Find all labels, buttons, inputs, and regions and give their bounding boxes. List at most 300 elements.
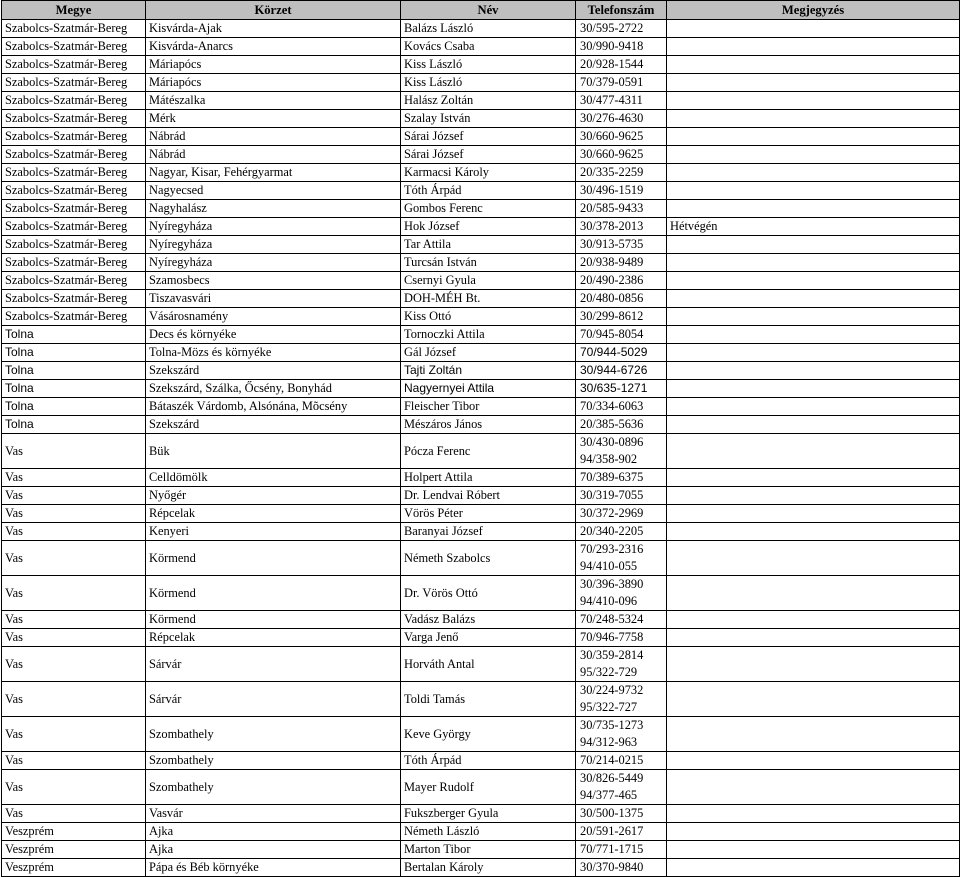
nev-cell: Mészáros János <box>401 416 576 434</box>
telefonszam-cell <box>576 770 667 805</box>
megjegyzes-cell <box>667 38 960 56</box>
megjegyzes-cell <box>667 326 960 344</box>
phone-number: 30/372-2969 <box>580 506 644 520</box>
megjegyzes-cell <box>667 647 960 682</box>
korzet-cell: Kisvárda-Anarcs <box>146 38 401 56</box>
korzet-cell: Mérk <box>146 110 401 128</box>
table-row <box>2 576 960 611</box>
nev-cell: Varga Jenő <box>401 629 576 647</box>
nev-cell: Németh Szabolcs <box>401 541 576 576</box>
table-row <box>2 164 960 182</box>
phone-number: 30/913-5735 <box>580 237 644 251</box>
nev-cell: Turcsán István <box>401 254 576 272</box>
korzet-cell: Nyíregyháza <box>146 236 401 254</box>
phone-number: 70/946-7758 <box>580 630 644 644</box>
table-row <box>2 128 960 146</box>
nev-cell: Marton Tibor <box>401 841 576 859</box>
megye-cell: Szabolcs-Szatmár-Bereg <box>2 128 146 146</box>
telefonszam-cell <box>576 682 667 717</box>
phone-number: 95/322-729 <box>580 665 638 679</box>
telefonszam-cell <box>576 611 667 629</box>
korzet-cell: Répcelak <box>146 629 401 647</box>
megye-cell: Vas <box>2 576 146 611</box>
phone-number: 30/299-8612 <box>580 309 644 323</box>
table-row <box>2 505 960 523</box>
korzet-cell: Bátaszék Várdomb, Alsónána, Mõcsény <box>146 398 401 416</box>
nev-cell: Szalay István <box>401 110 576 128</box>
telefonszam-cell <box>576 362 667 380</box>
megjegyzes-cell <box>667 805 960 823</box>
megye-cell: Veszprém <box>2 823 146 841</box>
phone-number: 70/248-5324 <box>580 612 644 626</box>
nev-cell: Tóth Árpád <box>401 752 576 770</box>
megjegyzes-cell <box>667 523 960 541</box>
telefonszam-cell <box>576 416 667 434</box>
korzet-cell: Ajka <box>146 823 401 841</box>
megjegyzes-cell <box>667 200 960 218</box>
megye-cell: Szabolcs-Szatmár-Bereg <box>2 290 146 308</box>
phone-number: 30/496-1519 <box>580 183 644 197</box>
korzet-cell: Szombathely <box>146 770 401 805</box>
table-row <box>2 805 960 823</box>
nev-cell: Kiss Ottó <box>401 308 576 326</box>
korzet-cell: Nyőgér <box>146 487 401 505</box>
megye-cell: Szabolcs-Szatmár-Bereg <box>2 200 146 218</box>
megjegyzes-cell <box>667 236 960 254</box>
korzet-cell: Decs és környéke <box>146 326 401 344</box>
megye-cell: Vas <box>2 469 146 487</box>
korzet-cell: Bük <box>146 434 401 469</box>
megye-cell: Szabolcs-Szatmár-Bereg <box>2 74 146 92</box>
korzet-cell: Szekszárd <box>146 416 401 434</box>
header-megye: Megye <box>2 1 146 20</box>
korzet-cell: Sárvár <box>146 682 401 717</box>
nev-cell: Tar Attila <box>401 236 576 254</box>
nev-cell: Gál József <box>401 344 576 362</box>
megye-cell: Szabolcs-Szatmár-Bereg <box>2 254 146 272</box>
nev-cell: Kiss László <box>401 74 576 92</box>
table-row <box>2 362 960 380</box>
nev-cell: Karmacsi Károly <box>401 164 576 182</box>
phone-number: 30/660-9625 <box>580 129 644 143</box>
nev-cell: Keve György <box>401 717 576 752</box>
phone-number: 20/490-2386 <box>580 273 644 287</box>
megjegyzes-cell <box>667 362 960 380</box>
nev-cell: Bertalan Károly <box>401 859 576 877</box>
phone-number: 30/500-1375 <box>580 806 644 820</box>
nev-cell: Kovács Csaba <box>401 38 576 56</box>
phone-number: 30/660-9625 <box>580 147 644 161</box>
megjegyzes-cell <box>667 859 960 877</box>
phone-number: 30/396-3890 <box>580 577 644 591</box>
telefonszam-cell <box>576 629 667 647</box>
korzet-cell: Nagyecsed <box>146 182 401 200</box>
telefonszam-cell <box>576 576 667 611</box>
table-row <box>2 290 960 308</box>
korzet-cell: Nábrád <box>146 128 401 146</box>
phone-number: 30/477-4311 <box>580 93 643 107</box>
phone-number: 30/378-2013 <box>580 219 644 233</box>
megye-cell: Vas <box>2 647 146 682</box>
megjegyzes-cell <box>667 841 960 859</box>
telefonszam-cell <box>576 164 667 182</box>
telefonszam-cell <box>576 859 667 877</box>
korzet-cell: Máriapócs <box>146 56 401 74</box>
telefonszam-cell <box>576 74 667 92</box>
megjegyzes-cell <box>667 469 960 487</box>
megye-cell: Tolna <box>2 380 146 398</box>
korzet-cell: Szombathely <box>146 717 401 752</box>
megjegyzes-cell: Hétvégén <box>667 218 960 236</box>
phone-number: 94/358-902 <box>580 452 638 466</box>
table-row <box>2 541 960 576</box>
nev-cell: Sárai József <box>401 128 576 146</box>
table-row <box>2 308 960 326</box>
megye-cell: Szabolcs-Szatmár-Bereg <box>2 92 146 110</box>
nev-cell: Tajti Zoltán <box>401 362 576 380</box>
table-row <box>2 20 960 38</box>
table-row <box>2 236 960 254</box>
korzet-cell: Mátészalka <box>146 92 401 110</box>
phone-number: 20/591-2617 <box>580 824 644 838</box>
phone-number: 70/334-6063 <box>580 399 644 413</box>
megye-cell: Tolna <box>2 326 146 344</box>
telefonszam-cell <box>576 128 667 146</box>
phone-number: 94/410-055 <box>580 559 638 573</box>
table-row <box>2 487 960 505</box>
phone-number: 94/312-963 <box>580 735 638 749</box>
megye-cell: Vas <box>2 717 146 752</box>
megye-cell: Vas <box>2 770 146 805</box>
megjegyzes-cell <box>667 344 960 362</box>
table-row <box>2 326 960 344</box>
telefonszam-cell <box>576 38 667 56</box>
telefonszam-cell <box>576 647 667 682</box>
table-row <box>2 647 960 682</box>
korzet-cell: Celldömölk <box>146 469 401 487</box>
megye-cell: Vas <box>2 611 146 629</box>
megye-cell: Vas <box>2 434 146 469</box>
phone-number: 30/826-5449 <box>580 771 644 785</box>
megjegyzes-cell <box>667 20 960 38</box>
telefonszam-cell <box>576 523 667 541</box>
phone-number: 30/224-9732 <box>580 683 644 697</box>
megye-cell: Tolna <box>2 416 146 434</box>
megye-cell: Vas <box>2 629 146 647</box>
megye-cell: Szabolcs-Szatmár-Bereg <box>2 146 146 164</box>
megjegyzes-cell <box>667 629 960 647</box>
telefonszam-cell <box>576 218 667 236</box>
korzet-cell: Pápa és Béb környéke <box>146 859 401 877</box>
korzet-cell: Nyíregyháza <box>146 218 401 236</box>
phone-number: 94/410-096 <box>580 594 638 608</box>
megjegyzes-cell <box>667 164 960 182</box>
phone-number: 30/430-0896 <box>580 435 644 449</box>
megye-cell: Vas <box>2 487 146 505</box>
nev-cell: Fukszberger Gyula <box>401 805 576 823</box>
korzet-cell: Szombathely <box>146 752 401 770</box>
telefonszam-cell <box>576 841 667 859</box>
nev-cell: Tóth Árpád <box>401 182 576 200</box>
korzet-cell: Körmend <box>146 576 401 611</box>
table-row <box>2 469 960 487</box>
nev-cell: Németh László <box>401 823 576 841</box>
header-korzet: Körzet <box>146 1 401 20</box>
megjegyzes-cell <box>667 272 960 290</box>
nev-cell: Csernyi Gyula <box>401 272 576 290</box>
phone-number: 30/276-4630 <box>580 111 644 125</box>
phone-number: 94/377-465 <box>580 788 638 802</box>
table-row <box>2 272 960 290</box>
korzet-cell: Nagyar, Kisar, Fehérgyarmat <box>146 164 401 182</box>
megye-cell: Szabolcs-Szatmár-Bereg <box>2 218 146 236</box>
phone-number: 20/340-2205 <box>580 524 644 538</box>
table-row <box>2 841 960 859</box>
korzet-cell: Szamosbecs <box>146 272 401 290</box>
table-row <box>2 380 960 398</box>
nev-cell: Hok József <box>401 218 576 236</box>
korzet-cell: Szekszárd <box>146 362 401 380</box>
phone-number: 70/771-1715 <box>580 842 644 856</box>
telefonszam-cell <box>576 272 667 290</box>
nev-cell: Vadász Balázs <box>401 611 576 629</box>
phone-number: 95/322-727 <box>580 700 638 714</box>
header-nev: Név <box>401 1 576 20</box>
megjegyzes-cell <box>667 308 960 326</box>
table-row <box>2 629 960 647</box>
megye-cell: Vas <box>2 523 146 541</box>
telefonszam-cell <box>576 752 667 770</box>
korzet-cell: Kenyeri <box>146 523 401 541</box>
phone-number: 20/585-9433 <box>580 201 644 215</box>
megye-cell: Tolna <box>2 344 146 362</box>
megye-cell: Vas <box>2 505 146 523</box>
megye-cell: Veszprém <box>2 841 146 859</box>
korzet-cell: Tiszavasvári <box>146 290 401 308</box>
nev-cell: Nagyernyei Attila <box>401 380 576 398</box>
nev-cell: Mayer Rudolf <box>401 770 576 805</box>
korzet-cell: Nyíregyháza <box>146 254 401 272</box>
megye-cell: Vas <box>2 541 146 576</box>
megjegyzes-cell <box>667 110 960 128</box>
table-row <box>2 398 960 416</box>
nev-cell: Toldi Tamás <box>401 682 576 717</box>
table-row <box>2 200 960 218</box>
korzet-cell: Ajka <box>146 841 401 859</box>
megjegyzes-cell <box>667 541 960 576</box>
korzet-cell: Körmend <box>146 541 401 576</box>
nev-cell: Gombos Ferenc <box>401 200 576 218</box>
korzet-cell: Vasvár <box>146 805 401 823</box>
table-row <box>2 823 960 841</box>
nev-cell: Kiss László <box>401 56 576 74</box>
telefonszam-cell <box>576 344 667 362</box>
telefonszam-cell <box>576 254 667 272</box>
nev-cell: Holpert Attila <box>401 469 576 487</box>
megjegyzes-cell <box>667 752 960 770</box>
nev-cell: Pócza Ferenc <box>401 434 576 469</box>
korzet-cell: Répcelak <box>146 505 401 523</box>
nev-cell: Vörös Péter <box>401 505 576 523</box>
megye-cell: Szabolcs-Szatmár-Bereg <box>2 20 146 38</box>
telefonszam-cell <box>576 487 667 505</box>
phone-number: 20/938-9489 <box>580 255 644 269</box>
phone-number: 30/319-7055 <box>580 488 644 502</box>
nev-cell: Balázs László <box>401 20 576 38</box>
phone-number: 30/990-9418 <box>580 39 644 53</box>
telefonszam-cell <box>576 823 667 841</box>
megjegyzes-cell <box>667 254 960 272</box>
telefonszam-cell <box>576 380 667 398</box>
table-row <box>2 523 960 541</box>
megye-cell: Szabolcs-Szatmár-Bereg <box>2 308 146 326</box>
korzet-cell: Sárvár <box>146 647 401 682</box>
table-row <box>2 859 960 877</box>
telefonszam-cell <box>576 236 667 254</box>
korzet-cell: Máriapócs <box>146 74 401 92</box>
telefonszam-cell <box>576 398 667 416</box>
table-row <box>2 254 960 272</box>
megjegyzes-cell <box>667 823 960 841</box>
phone-number: 30/944-6726 <box>580 363 648 377</box>
megye-cell: Szabolcs-Szatmár-Bereg <box>2 110 146 128</box>
nev-cell: Baranyai József <box>401 523 576 541</box>
header-row <box>2 1 960 20</box>
table-row <box>2 416 960 434</box>
nev-cell: DOH-MÉH Bt. <box>401 290 576 308</box>
nev-cell: Sárai József <box>401 146 576 164</box>
megjegyzes-cell <box>667 487 960 505</box>
table-row <box>2 38 960 56</box>
megye-cell: Tolna <box>2 362 146 380</box>
megjegyzes-cell <box>667 92 960 110</box>
megjegyzes-cell <box>667 74 960 92</box>
nev-cell: Halász Zoltán <box>401 92 576 110</box>
megjegyzes-cell <box>667 182 960 200</box>
korzet-cell: Tolna-Mözs és környéke <box>146 344 401 362</box>
nev-cell: Dr. Lendvai Róbert <box>401 487 576 505</box>
megjegyzes-cell <box>667 717 960 752</box>
telefonszam-cell <box>576 805 667 823</box>
korzet-cell: Körmend <box>146 611 401 629</box>
megye-cell: Szabolcs-Szatmár-Bereg <box>2 272 146 290</box>
table-row <box>2 434 960 469</box>
telefonszam-cell <box>576 92 667 110</box>
phone-number: 70/944-5029 <box>580 345 648 359</box>
telefonszam-cell <box>576 541 667 576</box>
header-megjegyzes: Megjegyzés <box>667 1 960 20</box>
korzet-cell: Nagyhalász <box>146 200 401 218</box>
phone-number: 20/385-5636 <box>580 417 644 431</box>
table-row <box>2 56 960 74</box>
megye-cell: Veszprém <box>2 859 146 877</box>
korzet-cell: Szekszárd, Szálka, Őcsény, Bonyhád <box>146 380 401 398</box>
megye-cell: Szabolcs-Szatmár-Bereg <box>2 182 146 200</box>
table-row <box>2 682 960 717</box>
phone-number: 30/735-1273 <box>580 718 644 732</box>
megye-cell: Szabolcs-Szatmár-Bereg <box>2 56 146 74</box>
korzet-cell: Kisvárda-Ajak <box>146 20 401 38</box>
megye-cell: Vas <box>2 682 146 717</box>
telefonszam-cell <box>576 469 667 487</box>
phone-number: 20/928-1544 <box>580 57 644 71</box>
contact-table <box>1 0 960 877</box>
table-row <box>2 146 960 164</box>
table-row <box>2 344 960 362</box>
megjegyzes-cell <box>667 398 960 416</box>
megye-cell: Vas <box>2 805 146 823</box>
table-row <box>2 92 960 110</box>
nev-cell: Tornoczki Attila <box>401 326 576 344</box>
table-row <box>2 717 960 752</box>
table-row <box>2 770 960 805</box>
telefonszam-cell <box>576 56 667 74</box>
telefonszam-cell <box>576 146 667 164</box>
table-row <box>2 110 960 128</box>
table-body <box>2 20 960 877</box>
nev-cell: Fleischer Tibor <box>401 398 576 416</box>
megye-cell: Szabolcs-Szatmár-Bereg <box>2 38 146 56</box>
table-row <box>2 218 960 236</box>
megjegyzes-cell <box>667 416 960 434</box>
telefonszam-cell <box>576 505 667 523</box>
megye-cell: Szabolcs-Szatmár-Bereg <box>2 236 146 254</box>
telefonszam-cell <box>576 308 667 326</box>
phone-number: 20/335-2259 <box>580 165 644 179</box>
korzet-cell: Vásárosnamény <box>146 308 401 326</box>
megye-cell: Szabolcs-Szatmár-Bereg <box>2 164 146 182</box>
phone-number: 30/635-1271 <box>580 381 648 395</box>
phone-number: 30/370-9840 <box>580 860 644 874</box>
megjegyzes-cell <box>667 146 960 164</box>
telefonszam-cell <box>576 110 667 128</box>
table-row <box>2 182 960 200</box>
phone-number: 30/595-2722 <box>580 21 644 35</box>
megjegyzes-cell <box>667 290 960 308</box>
phone-number: 70/214-0215 <box>580 753 644 767</box>
telefonszam-cell <box>576 290 667 308</box>
telefonszam-cell <box>576 326 667 344</box>
megjegyzes-cell <box>667 770 960 805</box>
nev-cell: Horváth Antal <box>401 647 576 682</box>
megjegyzes-cell <box>667 128 960 146</box>
telefonszam-cell <box>576 20 667 38</box>
phone-number: 70/389-6375 <box>580 470 644 484</box>
telefonszam-cell <box>576 434 667 469</box>
phone-number: 70/379-0591 <box>580 75 644 89</box>
megjegyzes-cell <box>667 56 960 74</box>
megjegyzes-cell <box>667 380 960 398</box>
korzet-cell: Nábrád <box>146 146 401 164</box>
telefonszam-cell <box>576 200 667 218</box>
telefonszam-cell <box>576 182 667 200</box>
phone-number: 70/945-8054 <box>580 327 644 341</box>
megjegyzes-cell <box>667 682 960 717</box>
nev-cell: Dr. Vörös Ottó <box>401 576 576 611</box>
telefonszam-cell <box>576 717 667 752</box>
header-telefonszam: Telefonszám <box>576 1 667 20</box>
megjegyzes-cell <box>667 576 960 611</box>
phone-number: 20/480-0856 <box>580 291 644 305</box>
megjegyzes-cell <box>667 505 960 523</box>
table-row <box>2 752 960 770</box>
megjegyzes-cell <box>667 434 960 469</box>
phone-number: 70/293-2316 <box>580 542 644 556</box>
megye-cell: Vas <box>2 752 146 770</box>
megjegyzes-cell <box>667 611 960 629</box>
table-row <box>2 611 960 629</box>
megye-cell: Tolna <box>2 398 146 416</box>
